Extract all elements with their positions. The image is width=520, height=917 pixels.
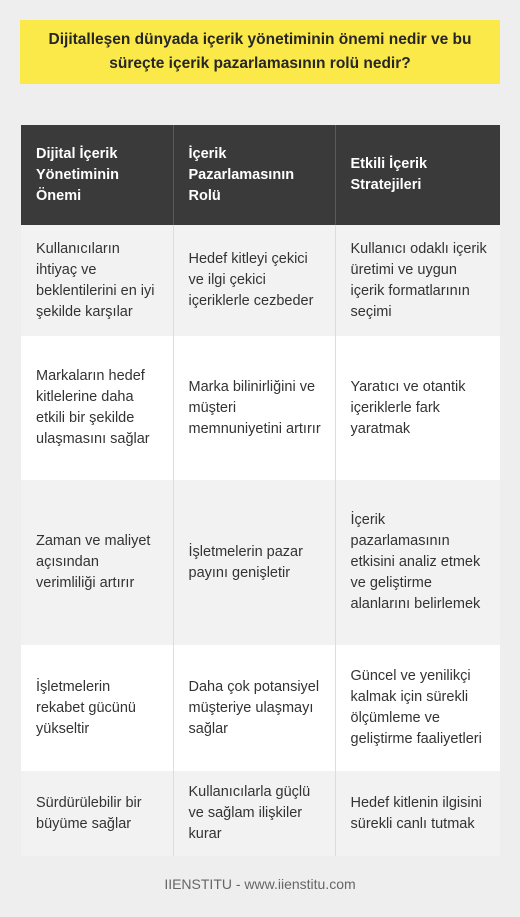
content-table: [21, 125, 500, 856]
table-cell: Sürdürülebilir bir büyüme sağlar: [21, 771, 173, 856]
table-cell: Hedef kitlenin ilgisini sürekli canlı tutmak: [335, 771, 500, 856]
table-cell: Daha çok potansiyel müşteriye ulaşmayı sağlar: [173, 645, 335, 771]
table-cell: Zaman ve maliyet açısından verimliliği artırır: [21, 480, 173, 645]
column-header: Dijital İçerik Yönetiminin Önemi: [21, 125, 173, 225]
table-cell: Marka bilinirliğini ve müşteri memnuniyetini artırır: [173, 336, 335, 480]
table-cell: Güncel ve yenilikçi kalmak için sürekli ölçümleme ve geliştirme faaliyetleri: [335, 645, 500, 771]
table-cell: Kullanıcı odaklı içerik üretimi ve uygun içerik formatlarının seçimi: [335, 225, 500, 336]
table-cell: İşletmelerin pazar payını genişletir: [173, 480, 335, 645]
table-cell: Hedef kitleyi çekici ve ilgi çekici içeriklerle cezbeder: [173, 225, 335, 336]
table-cell: İçerik pazarlamasının etkisini analiz etmek ve geliştirme alanlarını belirlemek: [335, 480, 500, 645]
table-cell: Yaratıcı ve otantik içeriklerle fark yaratmak: [335, 336, 500, 480]
page-title: Dijitalleşen dünyada içerik yönetiminin önemi nedir ve bu süreçte içerik pazarlamasının rolü nedir?: [48, 31, 472, 72]
table-cell: Markaların hedef kitlelerine daha etkili bir şekilde ulaşmasını sağlar: [21, 336, 173, 480]
table-header-row: [21, 125, 500, 225]
table-row: [21, 771, 500, 856]
table-row: [21, 645, 500, 771]
column-header: İçerik Pazarlamasının Rolü: [173, 125, 335, 225]
column-header: Etkili İçerik Stratejileri: [335, 125, 500, 225]
table-cell: Kullanıcıların ihtiyaç ve beklentilerini en iyi şekilde karşılar: [21, 225, 173, 336]
footer-credit: IIENSTITU - www.iienstitu.com: [164, 876, 356, 892]
table-cell: Kullanıcılarla güçlü ve sağlam ilişkiler kurar: [173, 771, 335, 856]
table-cell: İşletmelerin rekabet gücünü yükseltir: [21, 645, 173, 771]
table-row: [21, 225, 500, 336]
table-row: [21, 336, 500, 480]
table-row: [21, 480, 500, 645]
title-banner: [20, 20, 500, 84]
